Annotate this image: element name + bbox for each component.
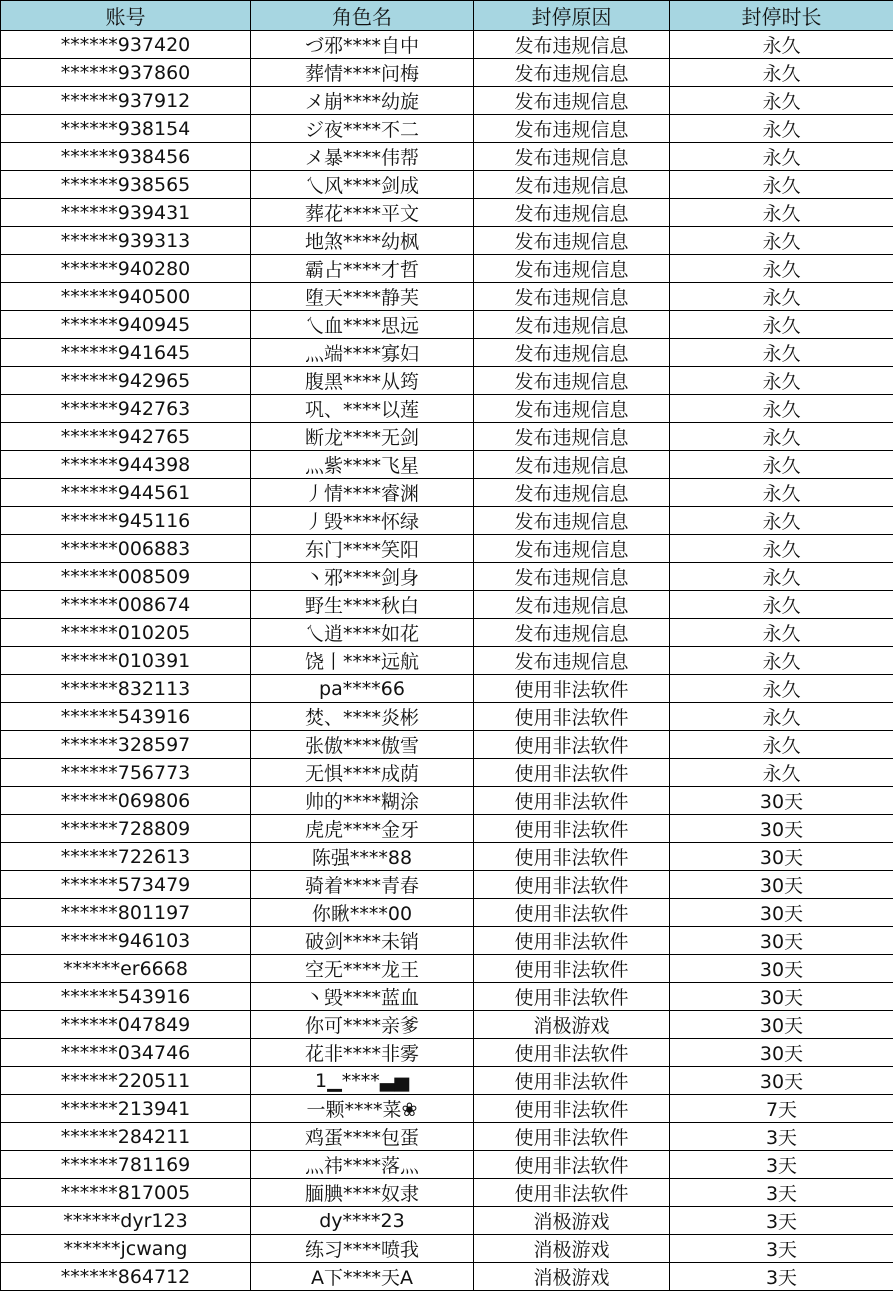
- cell-ban-reason: 发布违规信息: [474, 87, 670, 115]
- table-row: [1, 395, 893, 423]
- cell-ban-reason: 使用非法软件: [474, 1067, 670, 1095]
- cell-character-name: 练习****喷我: [251, 1235, 474, 1263]
- cell-ban-reason: 发布违规信息: [474, 479, 670, 507]
- cell-ban-reason: 使用非法软件: [474, 1095, 670, 1123]
- cell-ban-reason: 使用非法软件: [474, 955, 670, 983]
- table-row: [1, 227, 893, 255]
- cell-character-name: 焚、****炎彬: [251, 703, 474, 731]
- cell-ban-reason: 使用非法软件: [474, 899, 670, 927]
- cell-character-name: 鸡蛋****包蛋: [251, 1123, 474, 1151]
- cell-ban-reason: 发布违规信息: [474, 227, 670, 255]
- cell-ban-reason: 使用非法软件: [474, 759, 670, 787]
- cell-account: ******047849: [1, 1011, 251, 1039]
- cell-character-name: 乀风****剑成: [251, 171, 474, 199]
- cell-character-name: 野生****秋白: [251, 591, 474, 619]
- cell-ban-duration: 永久: [670, 171, 893, 199]
- cell-ban-reason: 使用非法软件: [474, 871, 670, 899]
- table-row: [1, 1011, 893, 1039]
- cell-character-name: 饶丨****远航: [251, 647, 474, 675]
- cell-character-name: 花非****非雾: [251, 1039, 474, 1067]
- cell-ban-duration: 永久: [670, 647, 893, 675]
- cell-account: ******939313: [1, 227, 251, 255]
- cell-ban-duration: 永久: [670, 283, 893, 311]
- table-row: [1, 87, 893, 115]
- cell-account: ******864712: [1, 1263, 251, 1291]
- cell-character-name: pa****66: [251, 675, 474, 703]
- header-ban-duration: 封停时长: [670, 1, 893, 31]
- cell-account: ******jcwang: [1, 1235, 251, 1263]
- cell-ban-duration: 7天: [670, 1095, 893, 1123]
- cell-account: ******937420: [1, 31, 251, 59]
- cell-account: ******220511: [1, 1067, 251, 1095]
- cell-ban-reason: 发布违规信息: [474, 31, 670, 59]
- cell-character-name: 葬情****问梅: [251, 59, 474, 87]
- cell-account: ******543916: [1, 983, 251, 1011]
- cell-ban-reason: 消极游戏: [474, 1011, 670, 1039]
- cell-account: ******942765: [1, 423, 251, 451]
- table-row: [1, 1235, 893, 1263]
- cell-character-name: 你瞅****00: [251, 899, 474, 927]
- table-row: [1, 339, 893, 367]
- cell-character-name: 灬祎****落灬: [251, 1151, 474, 1179]
- cell-account: ******942763: [1, 395, 251, 423]
- table-row: [1, 255, 893, 283]
- table-row: [1, 1263, 893, 1291]
- cell-ban-duration: 30天: [670, 1011, 893, 1039]
- cell-ban-reason: 使用非法软件: [474, 675, 670, 703]
- table-row: [1, 1123, 893, 1151]
- cell-account: ******034746: [1, 1039, 251, 1067]
- cell-ban-reason: 发布违规信息: [474, 199, 670, 227]
- cell-ban-duration: 永久: [670, 59, 893, 87]
- cell-ban-reason: 发布违规信息: [474, 395, 670, 423]
- cell-character-name: 破剑****未销: [251, 927, 474, 955]
- cell-character-name: 堕天****静芙: [251, 283, 474, 311]
- cell-account: ******756773: [1, 759, 251, 787]
- cell-ban-duration: 3天: [670, 1263, 893, 1291]
- cell-ban-reason: 使用非法软件: [474, 1151, 670, 1179]
- table-row: [1, 983, 893, 1011]
- table-row: [1, 899, 893, 927]
- cell-ban-reason: 发布违规信息: [474, 647, 670, 675]
- cell-ban-reason: 使用非法软件: [474, 1039, 670, 1067]
- cell-ban-duration: 3天: [670, 1151, 893, 1179]
- table-body: [1, 31, 893, 1291]
- cell-ban-reason: 发布违规信息: [474, 115, 670, 143]
- table-row: [1, 731, 893, 759]
- cell-account: ******938565: [1, 171, 251, 199]
- cell-ban-reason: 发布违规信息: [474, 367, 670, 395]
- cell-account: ******938456: [1, 143, 251, 171]
- cell-ban-duration: 永久: [670, 563, 893, 591]
- table-row: [1, 759, 893, 787]
- cell-account: ******832113: [1, 675, 251, 703]
- cell-ban-duration: 永久: [670, 255, 893, 283]
- table-row: [1, 423, 893, 451]
- cell-account: ******942965: [1, 367, 251, 395]
- cell-ban-reason: 消极游戏: [474, 1235, 670, 1263]
- cell-character-name: 你可****亲爹: [251, 1011, 474, 1039]
- table-header: [1, 1, 893, 31]
- cell-account: ******213941: [1, 1095, 251, 1123]
- cell-character-name: メ暴****伟帮: [251, 143, 474, 171]
- cell-ban-duration: 30天: [670, 815, 893, 843]
- table-row: [1, 479, 893, 507]
- cell-character-name: 灬端****寡妇: [251, 339, 474, 367]
- cell-account: ******939431: [1, 199, 251, 227]
- table-row: [1, 199, 893, 227]
- cell-ban-reason: 发布违规信息: [474, 171, 670, 199]
- cell-ban-duration: 30天: [670, 955, 893, 983]
- cell-character-name: 帅的****糊涂: [251, 787, 474, 815]
- cell-account: ******069806: [1, 787, 251, 815]
- cell-ban-reason: 发布违规信息: [474, 591, 670, 619]
- table-row: [1, 507, 893, 535]
- cell-ban-reason: 发布违规信息: [474, 283, 670, 311]
- cell-ban-reason: 发布违规信息: [474, 339, 670, 367]
- cell-ban-duration: 永久: [670, 115, 893, 143]
- table-row: [1, 1095, 893, 1123]
- cell-ban-duration: 永久: [670, 479, 893, 507]
- cell-ban-reason: 消极游戏: [474, 1263, 670, 1291]
- cell-ban-duration: 3天: [670, 1123, 893, 1151]
- cell-ban-duration: 永久: [670, 143, 893, 171]
- cell-character-name: 霸占****才哲: [251, 255, 474, 283]
- cell-ban-reason: 使用非法软件: [474, 927, 670, 955]
- cell-character-name: 一颗****菜❀: [251, 1095, 474, 1123]
- cell-character-name: 1▁****▃▅: [251, 1067, 474, 1095]
- cell-ban-reason: 消极游戏: [474, 1207, 670, 1235]
- table-row: [1, 1207, 893, 1235]
- table-row: [1, 1067, 893, 1095]
- cell-ban-duration: 30天: [670, 927, 893, 955]
- cell-ban-duration: 永久: [670, 675, 893, 703]
- cell-ban-reason: 使用非法软件: [474, 731, 670, 759]
- cell-character-name: 丶毁****蓝血: [251, 983, 474, 1011]
- cell-ban-reason: 使用非法软件: [474, 815, 670, 843]
- table-row: [1, 675, 893, 703]
- cell-account: ******573479: [1, 871, 251, 899]
- cell-account: ******937860: [1, 59, 251, 87]
- table-row: [1, 283, 893, 311]
- cell-account: ******543916: [1, 703, 251, 731]
- table-row: [1, 955, 893, 983]
- cell-account: ******dyr123: [1, 1207, 251, 1235]
- table-row: [1, 115, 893, 143]
- cell-ban-duration: 30天: [670, 843, 893, 871]
- cell-account: ******940945: [1, 311, 251, 339]
- cell-character-name: A下****天A: [251, 1263, 474, 1291]
- table-row: [1, 815, 893, 843]
- cell-character-name: 虎虎****金牙: [251, 815, 474, 843]
- cell-account: ******010205: [1, 619, 251, 647]
- cell-character-name: ジ夜****不二: [251, 115, 474, 143]
- table-row: [1, 619, 893, 647]
- cell-character-name: dy****23: [251, 1207, 474, 1235]
- cell-account: ******328597: [1, 731, 251, 759]
- header-ban-reason: 封停原因: [474, 1, 670, 31]
- table-row: [1, 591, 893, 619]
- cell-ban-duration: 永久: [670, 759, 893, 787]
- cell-character-name: 丿情****睿渊: [251, 479, 474, 507]
- cell-character-name: 丶邪****剑身: [251, 563, 474, 591]
- cell-account: ******944561: [1, 479, 251, 507]
- cell-character-name: 腼腆****奴隶: [251, 1179, 474, 1207]
- cell-ban-reason: 发布违规信息: [474, 619, 670, 647]
- cell-account: ******722613: [1, 843, 251, 871]
- cell-account: ******008509: [1, 563, 251, 591]
- cell-ban-duration: 永久: [670, 423, 893, 451]
- table-row: [1, 1151, 893, 1179]
- cell-ban-duration: 永久: [670, 703, 893, 731]
- cell-ban-reason: 使用非法软件: [474, 1123, 670, 1151]
- cell-account: ******946103: [1, 927, 251, 955]
- cell-account: ******940280: [1, 255, 251, 283]
- cell-ban-reason: 使用非法软件: [474, 703, 670, 731]
- cell-ban-reason: 使用非法软件: [474, 843, 670, 871]
- cell-ban-duration: 永久: [670, 535, 893, 563]
- cell-ban-duration: 30天: [670, 871, 893, 899]
- cell-account: ******944398: [1, 451, 251, 479]
- table-row: [1, 31, 893, 59]
- cell-ban-duration: 永久: [670, 31, 893, 59]
- cell-ban-reason: 发布违规信息: [474, 451, 670, 479]
- cell-ban-duration: 永久: [670, 199, 893, 227]
- cell-character-name: 断龙****无剑: [251, 423, 474, 451]
- cell-ban-duration: 30天: [670, 1039, 893, 1067]
- cell-ban-reason: 使用非法软件: [474, 983, 670, 1011]
- cell-character-name: 张傲****傲雪: [251, 731, 474, 759]
- cell-character-name: 丿毁****怀绿: [251, 507, 474, 535]
- cell-ban-duration: 永久: [670, 451, 893, 479]
- table-row: [1, 535, 893, 563]
- header-account: 账号: [1, 1, 251, 31]
- cell-ban-reason: 发布违规信息: [474, 143, 670, 171]
- cell-character-name: 腹黑****从筠: [251, 367, 474, 395]
- cell-account: ******938154: [1, 115, 251, 143]
- table-row: [1, 59, 893, 87]
- header-character-name: 角色名: [251, 1, 474, 31]
- cell-character-name: 葬花****平文: [251, 199, 474, 227]
- cell-account: ******006883: [1, 535, 251, 563]
- table-row: [1, 311, 893, 339]
- cell-character-name: 巩、****以莲: [251, 395, 474, 423]
- cell-account: ******817005: [1, 1179, 251, 1207]
- cell-ban-duration: 永久: [670, 227, 893, 255]
- cell-character-name: 骑着****青春: [251, 871, 474, 899]
- table-row: [1, 367, 893, 395]
- cell-character-name: 空无****龙王: [251, 955, 474, 983]
- cell-ban-duration: 永久: [670, 619, 893, 647]
- cell-ban-duration: 3天: [670, 1207, 893, 1235]
- cell-account: ******284211: [1, 1123, 251, 1151]
- cell-account: ******945116: [1, 507, 251, 535]
- cell-account: ******er6668: [1, 955, 251, 983]
- cell-ban-duration: 30天: [670, 983, 893, 1011]
- cell-account: ******941645: [1, 339, 251, 367]
- table-row: [1, 703, 893, 731]
- cell-ban-duration: 永久: [670, 731, 893, 759]
- cell-character-name: 乀血****思远: [251, 311, 474, 339]
- cell-ban-duration: 永久: [670, 507, 893, 535]
- cell-character-name: 东门****笑阳: [251, 535, 474, 563]
- cell-ban-duration: 永久: [670, 591, 893, 619]
- cell-ban-duration: 永久: [670, 367, 893, 395]
- cell-ban-duration: 永久: [670, 395, 893, 423]
- header-row: [1, 1, 893, 31]
- cell-account: ******940500: [1, 283, 251, 311]
- cell-account: ******937912: [1, 87, 251, 115]
- table-row: [1, 1039, 893, 1067]
- cell-character-name: 无惧****成荫: [251, 759, 474, 787]
- cell-account: ******801197: [1, 899, 251, 927]
- cell-ban-duration: 永久: [670, 311, 893, 339]
- cell-ban-reason: 发布违规信息: [474, 255, 670, 283]
- table-row: [1, 451, 893, 479]
- cell-ban-reason: 发布违规信息: [474, 507, 670, 535]
- cell-character-name: づ邪****自中: [251, 31, 474, 59]
- cell-character-name: 灬紫****飞星: [251, 451, 474, 479]
- cell-ban-reason: 使用非法软件: [474, 1179, 670, 1207]
- cell-ban-duration: 3天: [670, 1179, 893, 1207]
- cell-account: ******781169: [1, 1151, 251, 1179]
- cell-ban-duration: 永久: [670, 87, 893, 115]
- cell-character-name: メ崩****幼旋: [251, 87, 474, 115]
- cell-account: ******008674: [1, 591, 251, 619]
- cell-ban-reason: 发布违规信息: [474, 423, 670, 451]
- cell-ban-duration: 3天: [670, 1235, 893, 1263]
- cell-ban-duration: 30天: [670, 787, 893, 815]
- cell-ban-reason: 使用非法软件: [474, 787, 670, 815]
- cell-character-name: 乀逍****如花: [251, 619, 474, 647]
- table-row: [1, 647, 893, 675]
- cell-character-name: 陈强****88: [251, 843, 474, 871]
- table-row: [1, 1179, 893, 1207]
- table-row: [1, 563, 893, 591]
- cell-ban-reason: 发布违规信息: [474, 563, 670, 591]
- cell-account: ******728809: [1, 815, 251, 843]
- cell-account: ******010391: [1, 647, 251, 675]
- cell-character-name: 地煞****幼枫: [251, 227, 474, 255]
- cell-ban-reason: 发布违规信息: [474, 311, 670, 339]
- table-row: [1, 843, 893, 871]
- table-row: [1, 143, 893, 171]
- cell-ban-reason: 发布违规信息: [474, 535, 670, 563]
- cell-ban-duration: 30天: [670, 899, 893, 927]
- table-row: [1, 871, 893, 899]
- cell-ban-reason: 发布违规信息: [474, 59, 670, 87]
- table-row: [1, 171, 893, 199]
- table-row: [1, 787, 893, 815]
- cell-ban-duration: 永久: [670, 339, 893, 367]
- table-row: [1, 927, 893, 955]
- cell-ban-duration: 30天: [670, 1067, 893, 1095]
